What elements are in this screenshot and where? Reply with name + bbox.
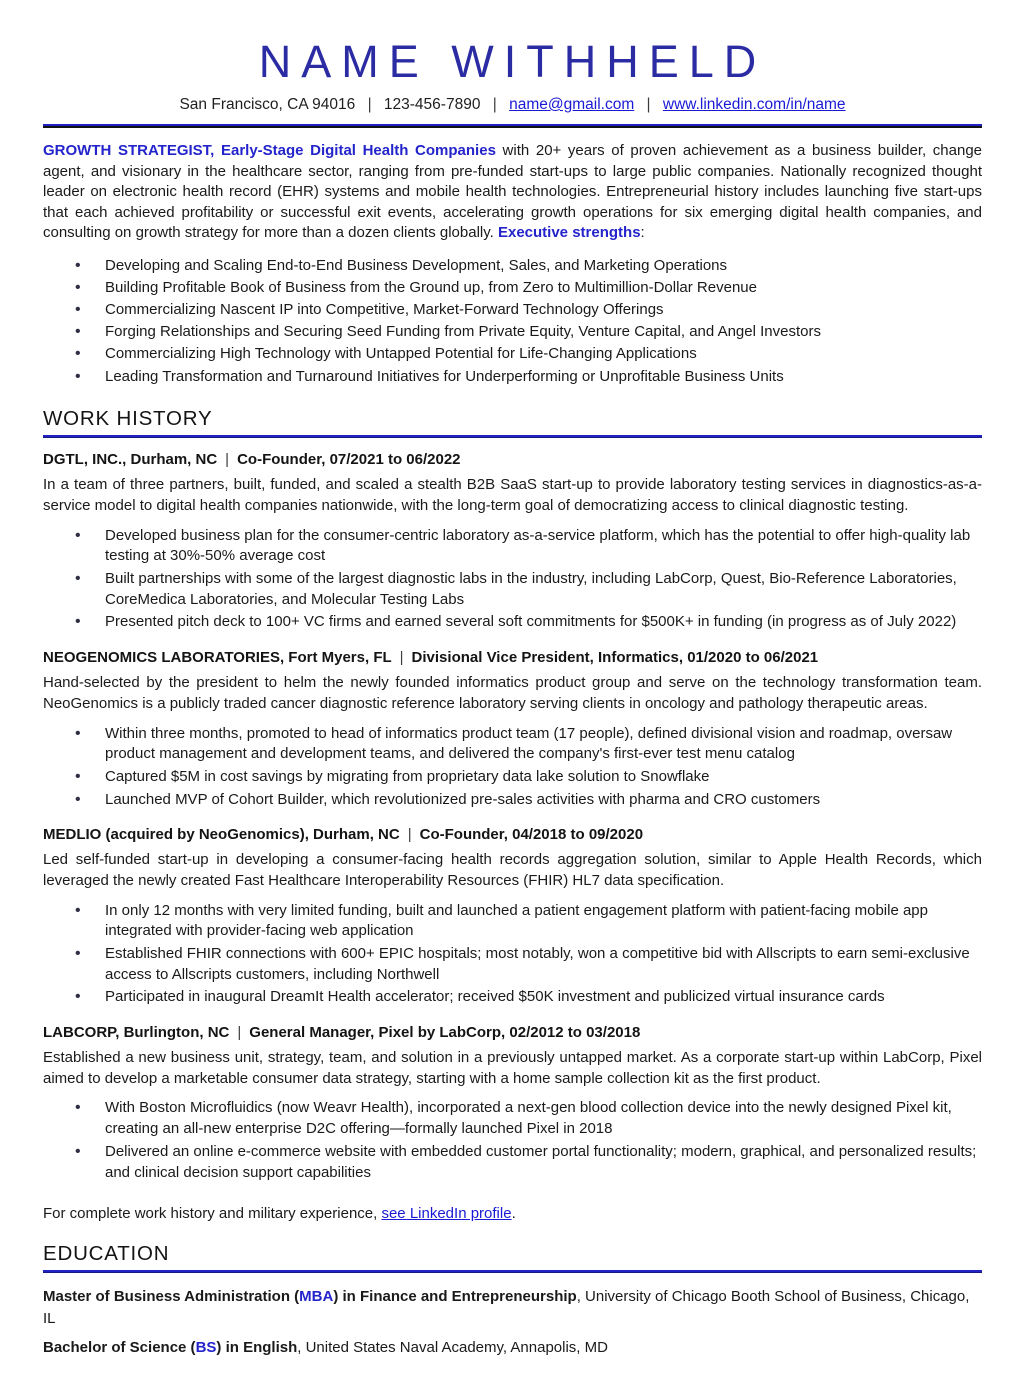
institution: , United States Naval Academy, Annapolis, MD <box>297 1338 608 1356</box>
education-section <box>43 1242 982 1358</box>
contact-line <box>43 96 982 114</box>
job-bullet-item: • Captured $5M in cost savings by migrating from proprietary data lake solution to Snowflake <box>73 767 982 788</box>
job-entry <box>43 649 982 810</box>
executive-strengths-label: Executive strengths <box>497 224 641 242</box>
summary-paragraph <box>43 141 982 244</box>
strength-item: • Commercializing High Technology with Untapped Potential for Life-Changing Applications <box>73 344 982 365</box>
job-bullet-item: • Within three months, promoted to head of informatics product team (17 people), defined divisional vision and roadmap, oversaw product management and development teams, and delivered the company's first-ever test menu catalog <box>73 724 982 765</box>
section-rule <box>43 1270 982 1273</box>
footer-note-period: . <box>511 1205 516 1223</box>
degree-title: Master of Business Administration ( <box>43 1288 300 1306</box>
job-bullet-item: • Established FHIR connections with 600+ EPIC hospitals; most notably, won a competitive bid with Allscripts to earn semi-exclusive access to Allscripts customers, including Northwell <box>73 944 982 985</box>
section-heading-work-history: WORK HISTORY <box>43 407 213 431</box>
work-history-section <box>43 407 982 1222</box>
strength-item: • Commercializing Nascent IP into Competitive, Market-Forward Technology Offerings <box>73 300 982 321</box>
job-bullet-item: • Built partnerships with some of the largest diagnostic labs in the industry, including LabCorp, Quest, Bio-Reference Laboratories, CoreMedica Laboratories, and Molecular Testing Labs <box>73 569 982 610</box>
job-company: MEDLIO (acquired by NeoGenomics), Durham, NC <box>43 826 400 844</box>
job-entry <box>43 826 982 1008</box>
strength-item: • Building Profitable Book of Business from the Ground up, from Zero to Multimillion-Dollar Revenue <box>73 278 982 299</box>
job-bullet-item: • In only 12 months with very limited funding, built and launched a patient engagement platform with patient-facing mobile app integrated with provider-facing web application <box>73 901 982 942</box>
education-list <box>43 1286 982 1358</box>
job-bullet-item: • Developed business plan for the consumer-centric laboratory as-a-service platform, which has the potential to offer high-quality lab testing at 30%-50% average cost <box>73 526 982 567</box>
education-line <box>43 1286 982 1330</box>
job-heading <box>43 1024 982 1041</box>
institution: , University of Chicago Booth School of Business, Chicago, IL <box>43 1288 970 1327</box>
pipe-separator: | <box>399 649 404 667</box>
linkedin-link[interactable]: www.linkedin.com/in/name <box>662 96 846 113</box>
footer-note <box>43 1205 982 1222</box>
job-bullet-list <box>43 526 982 633</box>
job-role-dates: Co-Founder, 07/2021 to 06/2022 <box>237 451 461 469</box>
job-entry <box>43 1024 982 1183</box>
job-bullet-item: • Delivered an online e-commerce website with embedded customer portal functionality; modern, graphical, and personalized results; and clinical decision support capabilities <box>73 1142 982 1183</box>
job-role-dates: Divisional Vice President, Informatics, 01/2020 to 06/2021 <box>411 649 819 667</box>
job-heading <box>43 826 982 843</box>
summary-colon: : <box>640 224 645 242</box>
job-company: NEOGENOMICS LABORATORIES, Fort Myers, FL <box>43 649 392 667</box>
contact-location: San Francisco, CA 94016 <box>179 96 356 113</box>
education-line <box>43 1337 982 1359</box>
job-company: DGTL, INC., Durham, NC <box>43 451 218 469</box>
candidate-name: NAME WITHHELD <box>258 36 767 87</box>
email-link[interactable]: name@gmail.com <box>509 96 635 113</box>
degree-abbrev: BS <box>195 1338 217 1356</box>
degree-abbrev: MBA <box>299 1288 334 1306</box>
job-description: In a team of three partners, built, funded, and scaled a stealth B2B SaaS start-up to provide laboratory testing services in diagnostics-as-a-service model to digital health companies nationwide, with the long-term goal of democratizing access to clinical diagnostic testing. <box>43 476 982 515</box>
job-role-dates: General Manager, Pixel by LabCorp, 02/2012 to 03/2018 <box>249 1024 641 1042</box>
degree-field: ) in Finance and Entrepreneurship <box>333 1288 577 1306</box>
job-bullet-list <box>43 901 982 1008</box>
job-bullet-item: • Launched MVP of Cohort Builder, which revolutionized pre-sales activities with pharma and CRO customers <box>73 790 982 811</box>
strength-item: • Developing and Scaling End-to-End Business Development, Sales, and Marketing Operations <box>73 256 982 277</box>
pipe-separator: | <box>492 96 497 113</box>
summary-body: with 20+ years of proven achievement as a business builder, change agent, and visionary in the healthcare sector, ranging from pre-funded start-ups to large public companies. Nationally recognized thought leader on electronic health record (EHR) systems and mobile health technologies. Entrepreneurial history includes launching five start-ups that each achieved profitability or successful exit events, accelerating growth operations for six emerging digital health companies, and consulting on growth strategy for more than a dozen clients globally. <box>43 142 983 242</box>
job-description: Established a new business unit, strategy, team, and solution in a previously untapped market. As a corporate start-up within LabCorp, Pixel aimed to develop a marketable consumer data strategy, starting with a home sample collection kit as the first product. <box>43 1049 982 1087</box>
pipe-separator: | <box>367 96 372 113</box>
resume-header <box>43 36 982 128</box>
contact-phone: 123-456-7890 <box>383 96 481 113</box>
strength-item: • Forging Relationships and Securing Seed Funding from Private Equity, Venture Capital, and Angel Investors <box>73 322 982 343</box>
job-entry <box>43 451 982 633</box>
job-bullet-list <box>43 724 982 811</box>
degree-field: ) in English <box>216 1338 298 1356</box>
job-bullet-list <box>43 1098 982 1183</box>
job-heading <box>43 649 982 666</box>
job-company: LABCORP, Burlington, NC <box>43 1024 230 1042</box>
pipe-separator: | <box>407 826 412 844</box>
section-rule <box>43 435 982 438</box>
summary-section <box>43 141 982 387</box>
strength-item: • Leading Transformation and Turnaround Initiatives for Underperforming or Unprofitable Business Units <box>73 367 982 388</box>
pipe-separator: | <box>646 96 651 113</box>
job-bullet-item: • Participated in inaugural DreamIt Health accelerator; received $50K investment and publicized virtual insurance cards <box>73 987 982 1008</box>
degree-title: Bachelor of Science ( <box>43 1338 196 1356</box>
job-role-dates: Co-Founder, 04/2018 to 09/2020 <box>419 826 644 844</box>
section-heading-education: EDUCATION <box>43 1242 170 1266</box>
job-bullet-item: • Presented pitch deck to 100+ VC firms and earned several soft commitments for $500K+ in funding (in progress as of July 2022) <box>73 612 982 633</box>
job-description: Led self-funded start-up in developing a consumer-facing health records aggregation solution, similar to Apple Health Records, which leveraged the newly created Fast Healthcare Interoperability Resources (FHIR) HL7 data specification. <box>43 851 982 889</box>
footer-note-text: For complete work history and military experience, <box>43 1205 382 1223</box>
strengths-list <box>43 256 982 388</box>
pipe-separator: | <box>225 451 230 469</box>
header-rule <box>43 124 982 128</box>
job-heading <box>43 451 982 468</box>
job-description: Hand-selected by the president to helm the newly founded informatics product group and serve on the technology transformation team. NeoGenomics is a publicly traded cancer diagnostic reference laboratory serving clients in oncology and pathology therapeutic areas. <box>43 674 982 712</box>
job-list <box>43 451 982 1183</box>
linkedin-profile-link[interactable]: see LinkedIn profile <box>381 1205 512 1223</box>
job-bullet-item: • With Boston Microfluidics (now Weavr Health), incorporated a next-gen blood collection device into the newly designed Pixel kit, creating an all-new enterprise D2C offering—formally launched Pixel in 2018 <box>73 1098 982 1139</box>
pipe-separator: | <box>237 1024 242 1042</box>
summary-lead: GROWTH STRATEGIST, Early-Stage Digital Health Companies <box>43 142 496 159</box>
